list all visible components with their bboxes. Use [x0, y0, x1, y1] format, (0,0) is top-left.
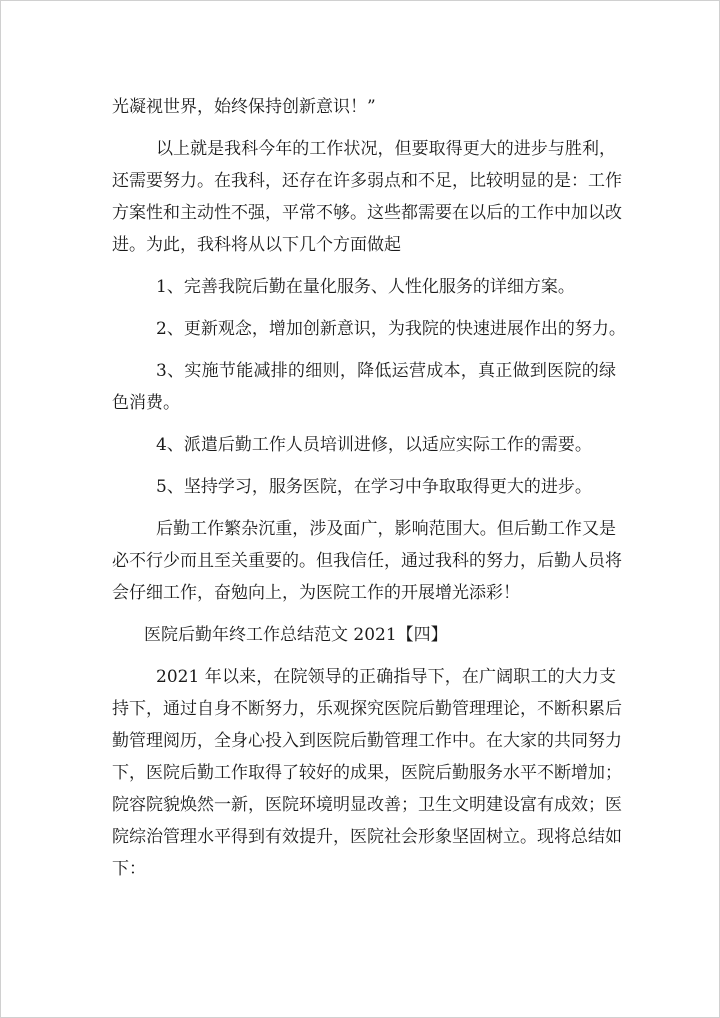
- paragraph-line: 持下，通过自身不断努力，乐观探究医院后勤管理理论，不断积累后: [112, 699, 622, 719]
- list-item: 5、坚持学习，服务医院，在学习中争取取得更大的进步。: [156, 477, 592, 497]
- list-item: 1、完善我院后勤在量化服务、人性化服务的详细方案。: [156, 277, 575, 297]
- paragraph-line: 2021 年以来，在院领导的正确指导下，在广阔职工的大力支: [156, 667, 616, 687]
- paragraph-line: 还需要努力。在我科，还存在许多弱点和不足，比较明显的是：工作: [112, 171, 622, 191]
- paragraph-line: 勤管理阅历，全身心投入到医院后勤管理工作中。在大家的共同努力: [112, 731, 622, 751]
- paragraph-line: 方案性和主动性不强，平常不够。这些都需要在以后的工作中加以改: [112, 203, 622, 223]
- paragraph-line: 进。为此，我科将从以下几个方面做起: [112, 235, 401, 255]
- paragraph-line: 以上就是我科今年的工作状况，但要取得更大的进步与胜利，: [156, 139, 616, 159]
- paragraph-line: 院容院貌焕然一新，医院环境明显改善；卫生文明建设富有成效；医: [112, 795, 622, 815]
- list-item: 3、实施节能减排的细则，降低运营成本，真正做到医院的绿: [156, 361, 616, 381]
- list-item: 4、派遣后勤工作人员培训进修，以适应实际工作的需要。: [156, 435, 592, 455]
- section-heading: 医院后勤年终工作总结范文 2021【四】: [144, 625, 448, 645]
- list-item-continuation: 色消费。: [112, 393, 180, 413]
- paragraph-line: 后勤工作繁杂沉重，涉及面广，影响范围大。但后勤工作又是: [156, 519, 616, 539]
- paragraph-line: 会仔细工作，奋勉向上，为医院工作的开展增光添彩！: [112, 583, 520, 603]
- paragraph-line: 光凝视世界，始终保持创新意识！”: [112, 97, 376, 117]
- paragraph-line: 必不行少而且至关重要的。但我信任，通过我科的努力，后勤人员将: [112, 551, 622, 571]
- document-body: [112, 91, 626, 885]
- paragraph-line: 下：: [112, 859, 146, 879]
- paragraph-line: 院综治管理水平得到有效提升，医院社会形象坚固树立。现将总结如: [112, 827, 622, 847]
- paragraph-line: 下，医院后勤工作取得了较好的成果，医院后勤服务水平不断增加；: [112, 763, 622, 783]
- list-item: 2、更新观念，增加创新意识，为我院的快速进展作出的努力。: [156, 319, 626, 339]
